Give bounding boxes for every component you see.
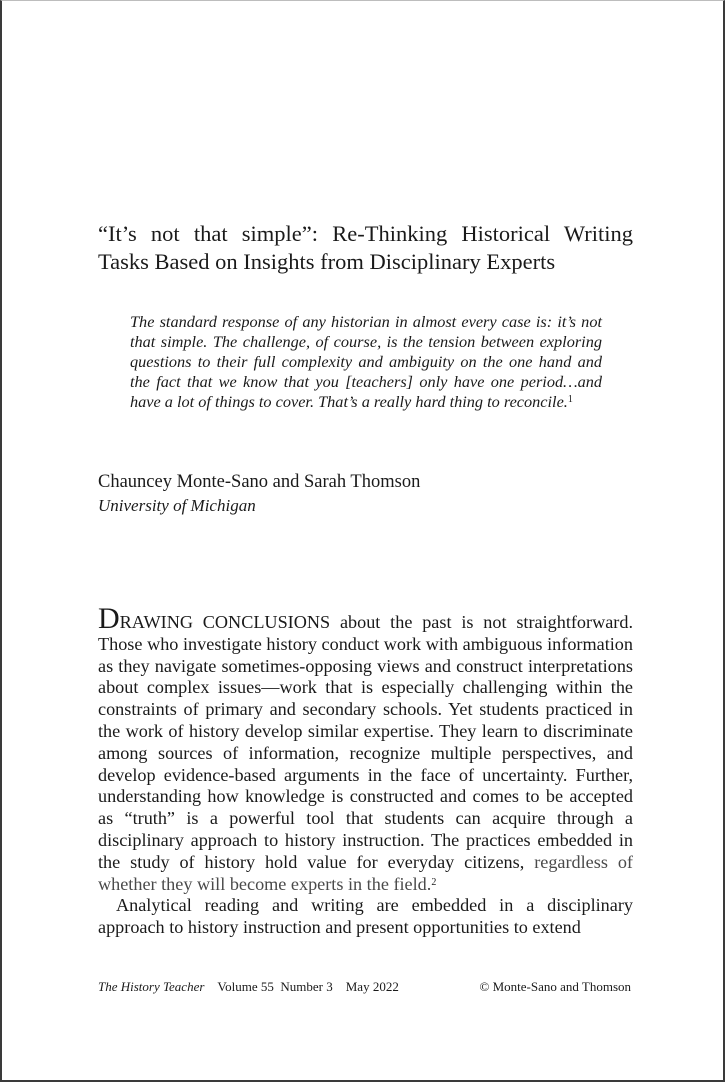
epigraph-text: The standard response of any historian in almost every case is: it’s not that simple. The challenge, of course, is the tension between exploring questions to their full complexity and ambiguity on the one hand and the fact that we know that you [teachers] only have one period…and have a lot of things to cover. That’s a really hard thing to reconcile. (130, 312, 602, 411)
author-affiliation: University of Michigan (98, 496, 256, 515)
drop-cap: D (98, 602, 120, 635)
article-title: “It’s not that simple”: Re-Thinking Historical Writing Tasks Based on Insights from Disciplinary Experts (98, 221, 633, 274)
footer-volume: Volume 55 (217, 979, 274, 994)
epigraph-footnote-marker: 1 (567, 394, 573, 405)
body-paragraph-1-tail: regardless of whether they will become experts in the field. (98, 851, 633, 894)
body-paragraph-1-text: about the past is not straightforward. Those who investigate history conduct work with ambiguous information as they navigate sometimes-opposing views and construct interpretations about complex issues—work that is especially challenging within the constraints of primary and secondary schools. Yet students practiced in the work of history develop similar expertise. They learn to discriminate among sources of information, recognize multiple perspectives, and develop evidence-based arguments in the face of uncertainty. Further, understanding how knowledge is constructed and comes to be accepted as “truth” is a powerful tool that students can acquire through a disciplinary approach to history instruction. The practices embedded in the study of history hold value for everyday citizens, (98, 612, 633, 872)
page-footer (98, 978, 631, 996)
footer-journal-name: The History Teacher (98, 979, 205, 994)
footer-citation (98, 978, 399, 996)
footer-number: Number 3 (280, 979, 333, 994)
author-names: Chauncey Monte-Sano and Sarah Thomson (98, 472, 421, 492)
footer-copyright: © Monte-Sano and Thomson (479, 979, 631, 994)
body-footnote-marker: 2 (431, 876, 437, 888)
footer-date: May 2022 (345, 979, 399, 994)
body-paragraph-1 (98, 602, 633, 895)
lead-in-small-caps: RAWING CONCLUSIONS (119, 612, 331, 632)
epigraph-quote (130, 312, 602, 412)
body-paragraph-2: Analytical reading and writing are embedded in a disciplinary approach to history instruction and present opportunities to extend (98, 895, 633, 938)
article-body (98, 602, 633, 939)
